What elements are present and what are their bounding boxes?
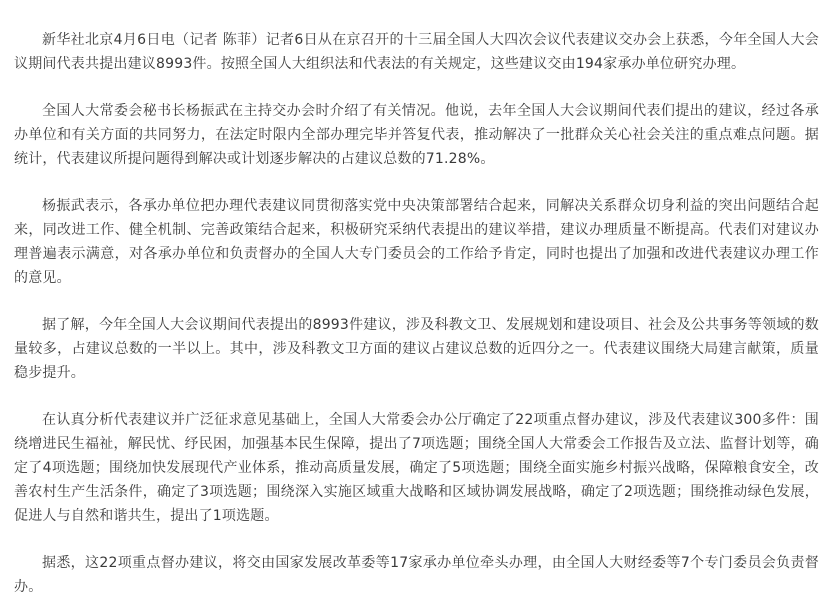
article-paragraph-5: 在认真分析代表建议并广泛征求意见基础上，全国人大常委会办公厅确定了22项重点督办建议，涉及代表建议300多件：围绕增进民生福祉，解民忧、纾民困，加强基本民生保障，提出了7项选题；围绕全国人大常委会工作报告及立法、监督计划等，确定了4项选题；围绕加快发展现代产业体系，推动高质量发展，确定了5项选题；围绕全面实施乡村振兴战略，保障粮食安全，改善农村生产生活条件，确定了3项选题；围绕深入实施区域重大战略和区域协调发展战略，确定了2项选题；围绕推动绿色发展，促进人与自然和谐共生，提出了1项选题。 xyxy=(14,412,819,524)
article-paragraph-4: 据了解，今年全国人大会议期间代表提出的8993件建议，涉及科教文卫、发展规划和建设项目、社会及公共事务等领域的数量较多，占建议总数的一半以上。其中，涉及科教文卫方面的建议占建议总数的近四分之一。代表建议围绕大局建言献策，质量稳步提升。 xyxy=(14,317,819,381)
article-paragraph-1: 新华社北京4月6日电（记者 陈菲）记者6日从在京召开的十三届全国人大四次会议代表建议交办会上获悉，今年全国人大会议期间代表共提出建议8993件。按照全国人大组织法和代表法的有关规定，这些建议交由194家承办单位研究办理。 xyxy=(14,32,819,72)
article-paragraph-6: 据悉，这22项重点督办建议，将交由国家发展改革委等17家承办单位牵头办理，由全国人大财经委等7个专门委员会负责督办。 xyxy=(14,555,819,595)
article-paragraph-3: 杨振武表示，各承办单位把办理代表建议同贯彻落实党中央决策部署结合起来，同解决关系群众切身利益的突出问题结合起来，同改进工作、健全机制、完善政策结合起来，积极研究采纳代表提出的建议举措，建议办理质量不断提高。代表们对建议办理普遍表示满意，对各承办单位和负责督办的全国人大专门委员会的工作给予肯定，同时也提出了加强和改进代表建议办理工作的意见。 xyxy=(14,198,819,286)
article-paragraph-2: 全国人大常委会秘书长杨振武在主持交办会时介绍了有关情况。他说，去年全国人大会议期间代表们提出的建议，经过各承办单位和有关方面的共同努力，在法定时限内全部办理完毕并答复代表，推动解决了一批群众关心社会关注的重点难点问题。据统计，代表建议所提问题得到解决或计划逐步解决的占建议总数的71.28%。 xyxy=(14,103,819,167)
